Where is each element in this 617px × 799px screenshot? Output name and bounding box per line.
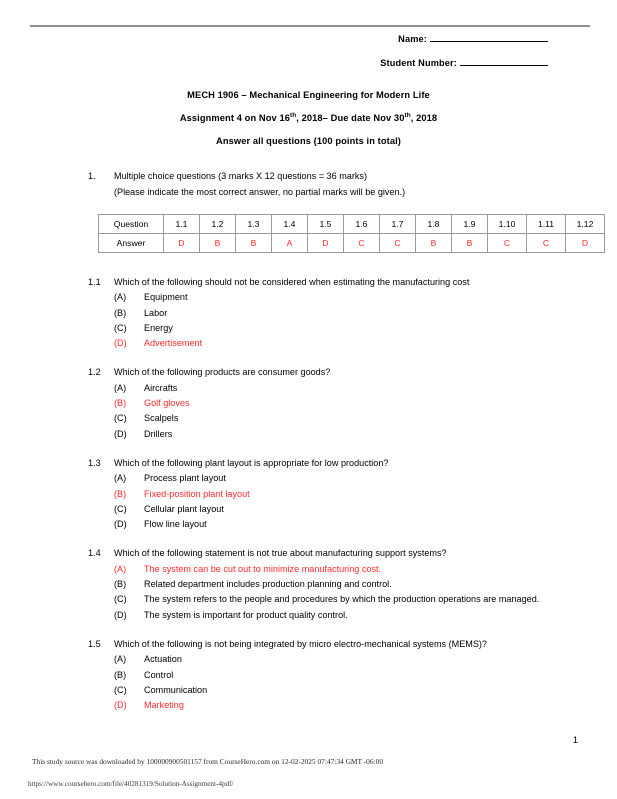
option-1.2-B[interactable] (88, 396, 558, 411)
option-1.5-B[interactable] (88, 668, 558, 683)
table-cell-answer-1.6[interactable]: C (344, 234, 380, 253)
option-1.2-A[interactable] (88, 381, 558, 396)
answer-key-table-body (99, 215, 605, 253)
option-label-1.4-D: (D) (114, 609, 127, 620)
table-cell-answer-1.2[interactable]: B (200, 234, 236, 253)
section-1-line-2: (Please indicate the most correct answer, no partial marks will be given.) (114, 186, 406, 197)
name-field-blank[interactable] (430, 41, 548, 42)
assignment-dates-part3: , 2018 (410, 113, 438, 123)
table-header-question: Question (99, 215, 164, 234)
table-cell-answer-1.10[interactable]: C (488, 234, 527, 253)
table-cell-answer-1.5[interactable]: D (308, 234, 344, 253)
question-stem-text-1.3: Which of the following plant layout is appropriate for low production? (114, 457, 389, 468)
option-1.2-D[interactable] (88, 427, 558, 442)
table-header-answer: Answer (99, 234, 164, 253)
option-label-1.3-C: (C) (114, 503, 127, 514)
option-1.5-C[interactable] (88, 683, 558, 698)
option-1.3-B[interactable] (88, 487, 558, 502)
option-label-1.1-C: (C) (114, 322, 127, 333)
option-label-1.3-B: (B) (114, 488, 127, 499)
table-cell-question-1.9: 1.9 (452, 215, 488, 234)
option-text-1.5-B: Control (144, 669, 174, 680)
table-cell-question-1.3: 1.3 (236, 215, 272, 234)
option-label-1.4-C: (C) (114, 594, 127, 605)
option-text-1.5-C: Communication (144, 684, 208, 695)
option-1.2-C[interactable] (88, 411, 558, 426)
question-number-1.4: 1.4 (88, 548, 101, 559)
student-number-field-blank[interactable] (460, 65, 548, 66)
option-label-1.1-D: (D) (114, 338, 127, 349)
option-text-1.1-D: Advertisement (144, 338, 203, 349)
option-text-1.3-C: Cellular plant layout (144, 503, 224, 514)
question-1.3 (88, 456, 558, 532)
table-cell-answer-1.1[interactable]: D (164, 234, 200, 253)
table-cell-question-1.5: 1.5 (308, 215, 344, 234)
option-label-1.5-B: (B) (114, 669, 127, 680)
option-text-1.2-A: Aircrafts (144, 382, 178, 393)
section-1-number: 1. (88, 171, 96, 181)
table-cell-question-1.8: 1.8 (416, 215, 452, 234)
option-text-1.5-A: Actuation (144, 654, 182, 665)
table-cell-question-1.4: 1.4 (272, 215, 308, 234)
option-label-1.2-D: (D) (114, 428, 127, 439)
question-stem-text-1.5: Which of the following is not being integrated by micro electro-mechanical systems (MEMS)? (114, 638, 487, 649)
question-stem-text-1.4: Which of the following statement is not true about manufacturing support systems? (114, 548, 447, 559)
table-cell-answer-1.3[interactable]: B (236, 234, 272, 253)
option-label-1.2-C: (C) (114, 413, 127, 424)
option-1.5-A[interactable] (88, 652, 558, 667)
table-cell-answer-1.9[interactable]: B (452, 234, 488, 253)
option-text-1.4-D: The system is important for product quality control. (144, 609, 348, 620)
course-title: MECH 1906 – Mechanical Engineering for Modern Life (187, 90, 430, 100)
assignment-title-block (0, 90, 617, 159)
option-label-1.4-B: (B) (114, 579, 127, 590)
option-1.4-A[interactable] (88, 562, 558, 577)
question-1.4 (88, 546, 558, 622)
option-text-1.3-B: Fixed-position plant layout (144, 488, 250, 499)
option-1.4-D[interactable] (88, 608, 558, 623)
option-label-1.2-A: (A) (114, 382, 127, 393)
assignment-dates-part1: Assignment 4 on Nov 16 (179, 113, 290, 123)
option-1.1-B[interactable] (88, 306, 558, 321)
page-number: 1 (572, 735, 578, 745)
student-identity-block (30, 34, 548, 82)
option-1.1-A[interactable] (88, 290, 558, 305)
table-cell-answer-1.11[interactable]: C (527, 234, 566, 253)
option-text-1.4-C: The system refers to the people and procedures by which the production operations are managed. (144, 594, 540, 605)
table-cell-question-1.12: 1.12 (566, 215, 605, 234)
student-number-field-label: Student Number: (380, 58, 457, 68)
option-text-1.3-A: Process plant layout (144, 473, 226, 484)
answer-all-instruction: Answer all questions (100 points in total) (216, 136, 401, 146)
option-1.4-B[interactable] (88, 577, 558, 592)
option-text-1.4-A: The system can be cut out to minimize manufacturing cost. (144, 563, 382, 574)
table-cell-answer-1.8[interactable]: B (416, 234, 452, 253)
question-stem-1.1 (88, 275, 558, 290)
option-text-1.4-B: Related department includes production planning and control. (144, 579, 392, 590)
option-text-1.2-B: Golf gloves (144, 398, 190, 409)
option-1.4-C[interactable] (88, 592, 558, 607)
option-text-1.3-D: Flow line layout (144, 519, 207, 530)
question-stem-1.3 (88, 456, 558, 471)
source-url[interactable]: https://www.coursehero.com/file/40281319/Solution-Assignment-4pdf/ (28, 780, 234, 788)
table-row-answers (99, 234, 605, 253)
question-stem-1.5 (88, 637, 558, 652)
option-text-1.1-C: Energy (144, 322, 173, 333)
assignment-dates-part2: , 2018– Due date Nov 30 (296, 113, 405, 123)
table-cell-question-1.2: 1.2 (200, 215, 236, 234)
question-stem-text-1.2: Which of the following products are consumer goods? (114, 367, 331, 378)
option-text-1.2-C: Scalpels (144, 413, 179, 424)
table-cell-question-1.7: 1.7 (380, 215, 416, 234)
table-cell-question-1.6: 1.6 (344, 215, 380, 234)
question-stem-text-1.1: Which of the following should not be considered when estimating the manufacturing cost (114, 277, 470, 287)
option-1.1-D[interactable] (88, 336, 558, 351)
question-number-1.3: 1.3 (88, 457, 101, 468)
question-number-1.2: 1.2 (88, 367, 101, 378)
question-number-1.1: 1.1 (88, 277, 101, 287)
option-1.3-A[interactable] (88, 471, 558, 486)
question-number-1.5: 1.5 (88, 638, 101, 649)
option-label-1.3-D: (D) (114, 519, 127, 530)
table-cell-question-1.10: 1.10 (488, 215, 527, 234)
table-cell-answer-1.12[interactable]: D (566, 234, 605, 253)
student-number-field-row (30, 58, 548, 68)
option-label-1.4-A: (A) (114, 563, 127, 574)
option-text-1.1-B: Labor (144, 307, 168, 318)
option-label-1.2-B: (B) (114, 398, 127, 409)
option-text-1.5-D: Marketing (144, 700, 184, 711)
option-label-1.5-C: (C) (114, 684, 127, 695)
option-label-1.5-A: (A) (114, 654, 127, 665)
table-cell-answer-1.4[interactable]: A (272, 234, 308, 253)
download-watermark-note: This study source was downloaded by 100000900501157 from CourseHero.com on 12-02-2025 07:47:34 GMT -06:00 (32, 757, 384, 766)
table-cell-answer-1.7[interactable]: C (380, 234, 416, 253)
question-list (88, 275, 558, 727)
table-row-questions (99, 215, 605, 234)
option-1.3-D[interactable] (88, 517, 558, 532)
option-text-1.2-D: Drillers (144, 428, 173, 439)
option-1.5-D[interactable] (88, 698, 558, 713)
question-1.1 (88, 275, 558, 351)
question-1.5 (88, 637, 558, 713)
assignment-dates (0, 113, 617, 123)
name-field-label: Name: (398, 34, 427, 44)
option-label-1.1-A: (A) (114, 292, 127, 303)
table-cell-question-1.1: 1.1 (164, 215, 200, 234)
section-1-intro (88, 169, 558, 200)
option-label-1.5-D: (D) (114, 700, 127, 711)
header-divider (30, 25, 590, 27)
question-1.2 (88, 365, 558, 441)
option-text-1.1-A: Equipment (144, 292, 188, 303)
assignment-date-ordinal-1: th (290, 111, 297, 119)
option-1.1-C[interactable] (88, 321, 558, 336)
answer-key-table (98, 214, 605, 253)
option-1.3-C[interactable] (88, 502, 558, 517)
option-label-1.1-B: (B) (114, 307, 127, 318)
option-label-1.3-A: (A) (114, 473, 127, 484)
question-stem-1.2 (88, 365, 558, 380)
section-1-line-1: Multiple choice questions (3 marks X 12 questions = 36 marks) (114, 171, 367, 181)
question-stem-1.4 (88, 546, 558, 561)
assignment-date-ordinal-2: th (404, 111, 411, 119)
name-field-row (30, 34, 548, 44)
table-cell-question-1.11: 1.11 (527, 215, 566, 234)
